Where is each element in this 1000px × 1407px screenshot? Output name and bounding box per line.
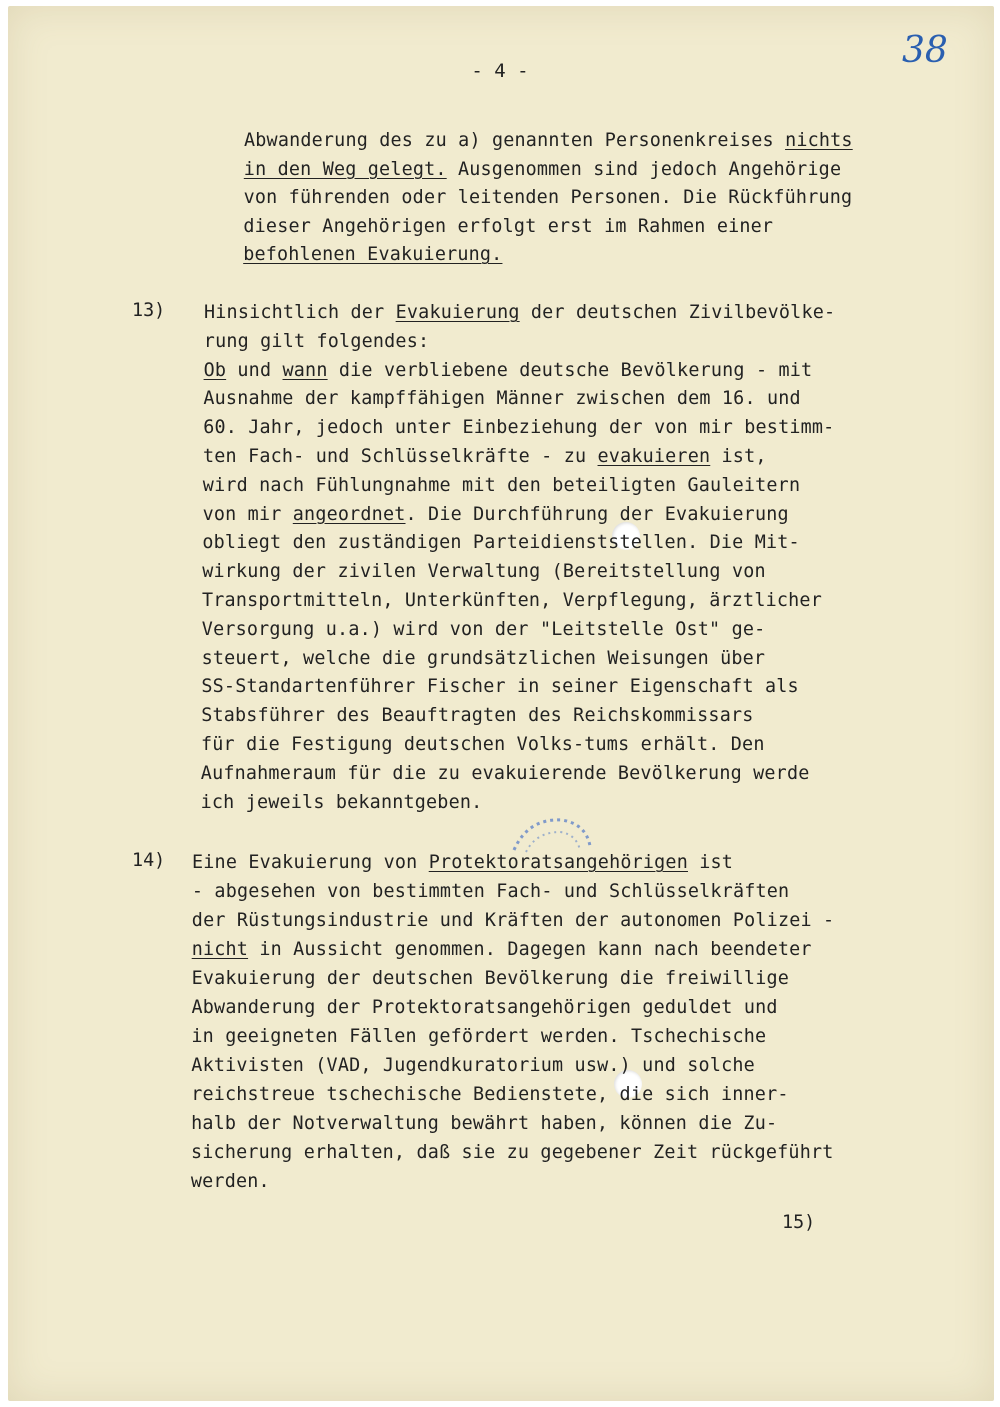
section13-line <box>203 475 800 496</box>
text-run: obliegt den zuständigen Parteidienststellen. Die Mit- <box>202 532 800 554</box>
section13-line <box>201 763 810 784</box>
section13-line <box>201 734 765 755</box>
section14-line <box>192 997 778 1018</box>
section13-line <box>202 561 766 582</box>
text-run: - abgesehen von bestimmten Fach- und Schlüsselkräften <box>191 881 790 902</box>
continuation-line <box>244 159 841 180</box>
text-run: Stabsführer des Beauftragten des Reichskommissars <box>201 705 754 727</box>
continuation-line <box>244 187 853 208</box>
text-run: rung gilt folgendes: <box>203 330 430 352</box>
section14-line <box>192 939 812 960</box>
underlined-text: befohlenen Evakuierung. <box>243 244 503 265</box>
text-run: SS-Standartenführer Fischer in seiner Eigenschaft als <box>201 676 799 698</box>
text-run: ist, <box>710 446 767 467</box>
section13-line <box>202 648 766 669</box>
text-run: ich jeweils bekanntgeben. <box>200 791 483 813</box>
text-run: von mir <box>202 503 293 525</box>
section-number-14: 14) <box>132 850 166 871</box>
underlined-text: Ob <box>203 359 227 381</box>
section14-line <box>192 910 835 931</box>
text-run: von führenden oder leitenden Personen. Die Rückführung <box>243 187 853 208</box>
section14-line <box>192 968 789 989</box>
underlined-text: Protektoratsangehörigen <box>428 852 688 873</box>
section13-line <box>204 302 835 323</box>
section13-line <box>203 446 767 467</box>
continuation-line <box>243 216 773 237</box>
text-run: . Die Durchführung der Evakuierung <box>405 503 789 525</box>
folio-number: 38 <box>902 30 948 71</box>
text-run: halb der Notverwaltung bewährt haben, können die Zu- <box>191 1113 778 1134</box>
section13-line <box>201 676 798 697</box>
text-run: ten Fach- und Schlüsselkräfte - zu <box>203 446 598 467</box>
text-run: Ausgenommen sind jedoch Angehörige <box>446 158 842 180</box>
text-run: wird nach Fühlungnahme mit den beteiligten Gauleitern <box>202 474 801 496</box>
text-run: 60. Jahr, jedoch unter Einbeziehung der von mir bestimm- <box>203 417 835 439</box>
text-run: werden. <box>190 1171 270 1192</box>
section13-line <box>204 331 429 352</box>
underlined-text: angeordnet <box>292 503 406 525</box>
text-run: Aufnahmeraum für die zu evakuierende Bevölkerung werde <box>200 762 810 784</box>
text-run: die verbliebene deutsche Bevölkerung - mit <box>327 359 813 381</box>
section13-line <box>201 705 753 726</box>
text-run: für die Festigung deutschen Volks-tums erhält. Den <box>201 734 765 755</box>
section13-line <box>202 590 822 611</box>
text-run: und <box>226 359 283 381</box>
section14-line <box>192 881 789 902</box>
text-run: Abwanderung des zu a) genannten Personenkreises <box>244 130 786 151</box>
text-run: sicherung erhalten, daß sie zu gegebener Zeit rückgeführt <box>191 1142 834 1163</box>
underlined-text: nicht <box>191 939 249 960</box>
text-run: Abwanderung der Protektoratsangehörigen geduldet und <box>191 997 778 1018</box>
section14-line <box>191 1113 777 1134</box>
page-number: - 4 - <box>471 60 529 82</box>
text-run: in Aussicht genommen. Dagegen kann nach beendeter <box>248 939 812 960</box>
section-number-13: 13) <box>132 300 166 321</box>
section14-line <box>191 1084 788 1105</box>
underlined-text: wann <box>282 359 328 381</box>
underlined-text: Evakuierung <box>395 302 520 323</box>
underlined-text: evakuieren <box>597 446 711 467</box>
section13-line <box>202 619 766 640</box>
text-run: Transportmitteln, Unterkünften, Verpflegung, ärztlicher <box>202 590 822 611</box>
section13-line <box>202 532 799 553</box>
text-run: der Rüstungsindustrie und Kräften der autonomen Polizei - <box>191 910 835 931</box>
text-run: Versorgung u.a.) wird von der "Leitstelle Ost" ge- <box>201 618 766 640</box>
text-run: Evakuierung der deutschen Bevölkerung die freiwillige <box>191 968 790 989</box>
section14-line <box>191 1171 270 1192</box>
next-section-marker: 15) <box>782 1212 816 1233</box>
text-run: der deutschen Zivilbevölke- <box>519 302 836 323</box>
section14-line <box>191 1142 834 1163</box>
text-run: dieser Angehörigen erfolgt erst im Rahmen einer <box>243 215 774 237</box>
text-run: Aktivisten (VAD, Jugendkuratorium usw.) und solche <box>191 1055 755 1076</box>
section13-line <box>203 388 800 409</box>
text-run: ist <box>687 852 734 873</box>
text-run: Ausnahme der kampffähigen Männer zwischen dem 16. und <box>203 388 801 410</box>
text-run: Hinsichtlich der <box>204 302 396 323</box>
text-run: in geeigneten Fällen gefördert werden. Tschechische <box>191 1026 767 1047</box>
text-run: steuert, welche die grundsätzlichen Weisungen über <box>201 647 766 669</box>
section13-line <box>201 792 483 813</box>
section14-line <box>191 1055 755 1076</box>
section13-line <box>203 504 789 525</box>
continuation-line <box>243 244 502 265</box>
section13-line <box>204 360 813 381</box>
continuation-line <box>244 130 853 151</box>
text-run: wirkung der zivilen Verwaltung (Bereitstellung von <box>202 561 766 583</box>
text-run: Eine Evakuierung von <box>192 852 429 873</box>
section14-line <box>192 852 733 873</box>
text-run: reichstreue tschechische Bedienstete, die sich inner- <box>191 1084 789 1105</box>
section14-line <box>191 1026 766 1047</box>
section13-line <box>203 417 834 438</box>
underlined-text: in den Weg gelegt. <box>243 158 447 180</box>
underlined-text: nichts <box>785 130 853 151</box>
